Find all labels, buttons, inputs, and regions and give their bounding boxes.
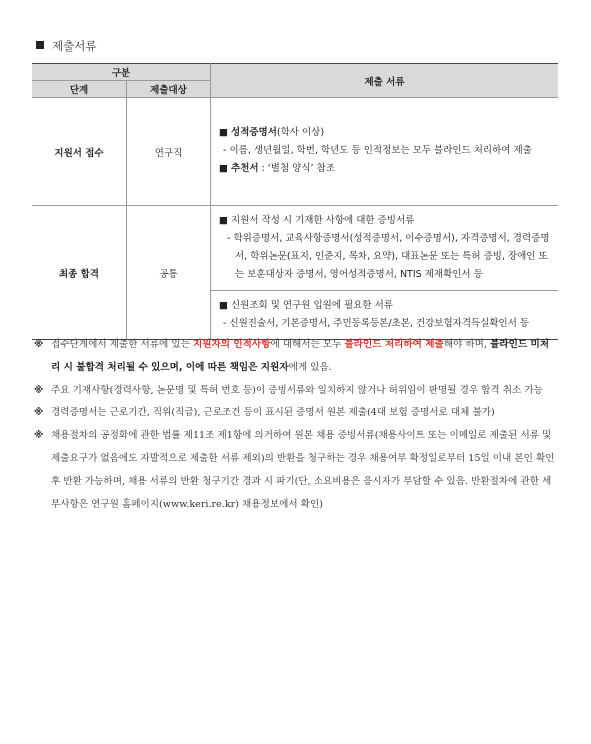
note-mark: ※ <box>34 339 44 350</box>
header-documents: 제출 서류 <box>211 64 559 98</box>
section-title <box>36 38 96 54</box>
header-stage: 단계 <box>32 81 127 98</box>
block-detail: - 학위증명서, 교육사항증명서(성적증명서, 이수증명서), 자격증명서, 경력증명서, 학위논문(표지, 인준지, 목차, 요약), 대표논문 또는 특허 증빙, 장애인 또는 보훈대상자 증명서, 영어성적증명서, NTIS 제재확인서 등 <box>227 233 550 280</box>
note-mark: ※ <box>34 407 44 419</box>
document-block <box>211 206 558 291</box>
stage-cell: 최종 합격 <box>32 206 127 340</box>
table-row <box>32 206 558 340</box>
list-item: - 이름, 생년월일, 학번, 학년도 등 인적정보는 모두 블라인드 처리하여 제출 <box>223 144 532 156</box>
list-item: ■ 추천서 : ‘별첨 양식’ 참조 <box>219 162 335 174</box>
header-target: 제출대상 <box>127 81 211 98</box>
document-block <box>211 291 558 339</box>
note-item: ※ 경력증명서는 근로기간, 직위(직급), 근로조건 등이 표시된 증명서 원본 제출(4대 보험 증명서로 대체 불가) <box>34 402 558 425</box>
note-mark: ※ <box>34 430 44 442</box>
list-item: ■ 성적증명서(학사 이상) <box>219 126 325 138</box>
notes <box>34 334 558 516</box>
documents-cell <box>211 98 559 206</box>
note-item: ※ 접수단계에서 제출한 서류에 있는 지원자의 인적사항에 대해서는 모두 블라인드 처리하여 제출해야 하며, 블라인드 미처리 시 불합격 처리될 수 있으며, 이에 따른 책임은 지원자에게 있음. <box>34 334 558 380</box>
block-heading: ■ 지원서 작성 시 기재한 사항에 대한 증빙서류 <box>219 215 415 226</box>
square-bullet-icon <box>36 41 44 49</box>
note-item: ※ 채용절차의 공정화에 관한 법률 제11조 제1항에 의거하여 원본 채용 증빙서류(채용사이트 또는 이메일로 제출된 서류 및 제출요구가 없음에도 자발적으로 제출한 서류 제외)의 반환을 청구하는 경우 채용여부 확정일로부터 15일 이내 본인 확인 후 반환 가능하며, 채용 서류의 반환 청구기간 경과 시 파기(단, 소요비용은 응시자가 부담할 수 있음. 반환절차에 관한 세부사항은 연구원 홈페이지(www.keri.re.kr) 채용정보에서 확인) <box>34 425 558 516</box>
documents-cell <box>211 206 559 340</box>
stage-cell: 지원서 접수 <box>32 98 127 206</box>
section-title-text: 제출서류 <box>52 39 97 53</box>
header-group: 구분 <box>32 64 211 81</box>
target-cell: 연구직 <box>127 98 211 206</box>
documents-table <box>32 63 558 340</box>
block-heading: ■ 신원조회 및 연구원 입원에 필요한 서류 <box>219 300 393 311</box>
target-cell: 공통 <box>127 206 211 340</box>
note-item: ※ 주요 기재사항(경력사항, 논문명 및 특허 번호 등)이 증빙서류와 일치하지 않거나 허위임이 판명될 경우 합격 취소 가능 <box>34 380 558 403</box>
block-detail: - 신원진술서, 기본증명서, 주민등록등본/초본, 건강보험자격득실확인서 등 <box>223 318 530 329</box>
note-mark: ※ <box>34 384 44 396</box>
table-row <box>32 98 558 206</box>
